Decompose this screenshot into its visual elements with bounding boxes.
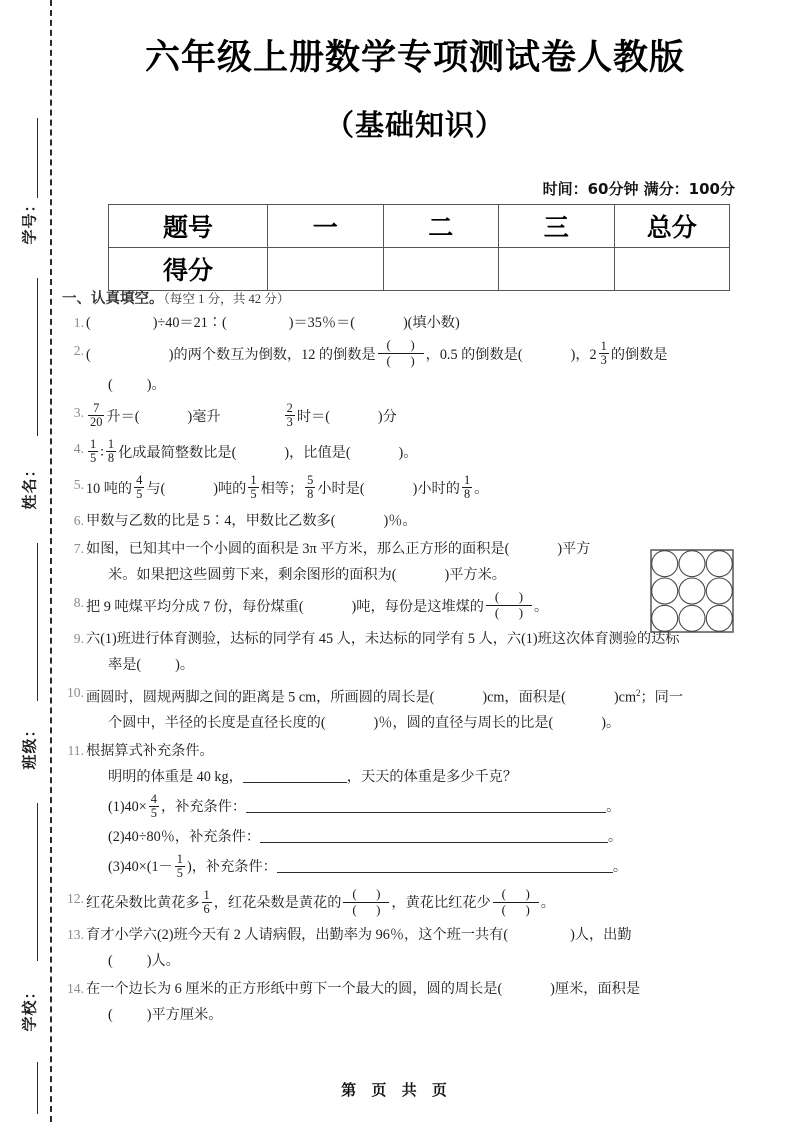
- question-5-number: 5.: [73, 476, 84, 492]
- question-2-number: 2.: [73, 342, 84, 358]
- margin-label-class: 班级：: [20, 721, 39, 770]
- q11-item1-fraction: $\frac{4}{5}$: [150, 792, 157, 821]
- q11-item1-mid: ，补充条件：: [160, 799, 247, 816]
- question-7-number: 7.: [73, 540, 84, 556]
- section-note: （每空 1 分，共 42 分）: [163, 292, 290, 306]
- q5-fraction-2: $\frac{1}{5}$: [250, 473, 257, 502]
- q11-item3-paren-close: ): [186, 859, 192, 876]
- q2-mixed-fraction: $\frac{1}{3}$: [600, 339, 607, 368]
- q11-item3-mid: ，补充条件：: [191, 859, 277, 876]
- q10-superscript: 2: [635, 687, 641, 698]
- q6-part2: )％。: [383, 512, 417, 529]
- q2-part5: 的倒数是: [610, 346, 668, 363]
- q2-part2: )的两个数互为倒数，12 的倒数是: [168, 346, 376, 363]
- q11-heading: 根据算式补充条件。: [86, 743, 214, 760]
- table-row-header: [109, 205, 730, 248]
- q3-fraction-1: $\frac{7}{20}$: [90, 401, 103, 430]
- q5-part5: 小时是(: [317, 480, 365, 497]
- q11-item3-label: (3)40×: [108, 859, 147, 876]
- q11-item3-fraction: $\frac{1}{5}$: [176, 852, 183, 881]
- q5-part6: )小时的: [412, 480, 460, 497]
- q10-line1b: )cm，面积是(: [482, 689, 566, 706]
- q14-line2b: )平方厘米。: [146, 1007, 223, 1024]
- q12-bracket-fraction-2: ( ) ( ): [493, 887, 539, 917]
- score-cell-2[interactable]: [383, 248, 499, 291]
- seal-rule-3: [37, 543, 38, 701]
- section-heading: [62, 292, 772, 307]
- q11-item3-paren-open: (1－: [146, 859, 173, 876]
- q4-fraction-2: $\frac{1}{8}$: [107, 437, 115, 466]
- question-1-number: 1.: [73, 314, 84, 330]
- q13-line2b: )人。: [146, 953, 180, 970]
- q13-line1: 育才小学六(2)班今天有 2 人请病假，出勤率为 96％，这个班一共有(: [86, 927, 509, 944]
- q3-part4: )分: [377, 408, 397, 425]
- question-1: [62, 310, 772, 336]
- page-title: 六年级上册数学专项测试卷人教版: [144, 38, 685, 78]
- q12-part3: ，黄花比红花少: [391, 895, 491, 912]
- q13-line1b: )人，出勤: [570, 927, 632, 944]
- question-6-number: 6.: [73, 512, 84, 528]
- q8-part2: )吨，每份是这堆煤的: [351, 598, 484, 615]
- q3-part1: 升＝(: [106, 408, 140, 425]
- q2-part7: )。: [146, 376, 166, 393]
- question-13: [62, 922, 772, 974]
- q5-part4: 相等；: [260, 480, 304, 497]
- question-14: [62, 976, 772, 1028]
- q5-part2: 与(: [146, 480, 166, 497]
- q13-line2a: (: [108, 953, 113, 970]
- score-cell-total[interactable]: [614, 248, 730, 291]
- question-list: [62, 292, 772, 1030]
- q2-part6: (: [108, 376, 113, 393]
- margin-label-student-id: 学号：: [20, 196, 39, 245]
- q7-line2b: )平方米。: [444, 566, 506, 583]
- q10-line1c: )cm: [613, 689, 636, 706]
- q14-line1: 在一个边长为 6 厘米的正方形纸中剪下一个最大的圆，圆的周长是(: [86, 981, 503, 998]
- question-8-number: 8.: [73, 594, 84, 610]
- q2-bracket-fraction: ( ) ( ): [378, 338, 424, 368]
- question-13-number: 13.: [67, 927, 84, 943]
- question-12-number: 12.: [67, 891, 84, 907]
- q1-part2: )÷40＝21∶(: [152, 314, 227, 331]
- q9-line2a: 率是(: [108, 656, 142, 673]
- question-2: [62, 338, 772, 398]
- q5-fraction-4: $\frac{1}{8}$: [463, 473, 471, 502]
- margin-label-name: 姓名：: [20, 461, 39, 510]
- q9-line1: 六(1)班进行体育测验，达标的同学有 45 人，未达标的同学有 5 人，六(1)班这次体育测验的达标: [86, 630, 680, 647]
- question-6: [62, 508, 772, 534]
- left-margin: [0, 0, 60, 1122]
- q8-part3: 。: [533, 598, 549, 615]
- score-table-label-question-no: 题号: [109, 205, 268, 248]
- q9-line2b: )。: [175, 656, 195, 673]
- q10-line2b: )％，圆的直径与周长的比是(: [373, 715, 554, 732]
- q11-item1-end: 。: [606, 799, 621, 816]
- q7-line2a: 米。如果把这些圆剪下来，剩余图形的面积为(: [108, 566, 397, 583]
- section-title: 一、认真填空。: [62, 291, 164, 307]
- q11-stem-a: 明明的体重是 40 kg，: [108, 769, 243, 786]
- question-10: [62, 680, 772, 737]
- question-9: [62, 626, 772, 678]
- question-10-number: 10.: [67, 684, 84, 700]
- q12-part1: 红花朵数比黄花多: [86, 895, 200, 912]
- question-11-number: 11.: [67, 743, 84, 759]
- q12-bracket-fraction-1: ( ) ( ): [343, 887, 389, 917]
- question-12: [62, 886, 772, 920]
- score-table-label-score: 得分: [109, 248, 268, 291]
- q8-part1: 把 9 吨煤平均分成 7 份，每份煤重(: [86, 598, 304, 615]
- page-footer: 第 页 共 页: [341, 1081, 452, 1099]
- q1-part3: )＝35％＝(: [288, 314, 355, 331]
- score-table-col-1: 一: [268, 205, 384, 248]
- q4-ratio-sign: ∶: [100, 444, 104, 461]
- q12-part2: ，红花朵数是黄花的: [213, 895, 342, 912]
- q4-part2: 化成最简整数比是(: [118, 444, 237, 461]
- q10-line1d: ；同一: [640, 689, 684, 706]
- q7-line1a: 如图，已知其中一个小圆的面积是 3π 平方米，那么正方形的面积是(: [86, 540, 510, 557]
- q11-item2-label: (2)40÷80％，补充条件：: [108, 829, 261, 846]
- q4-part4: )。: [398, 444, 418, 461]
- margin-label-school: 学校：: [20, 983, 39, 1032]
- q5-part7: 。: [474, 480, 489, 497]
- q2-part3: ，0.5 的倒数是(: [425, 346, 523, 363]
- q10-line2c: )。: [601, 715, 621, 732]
- dashed-cut-line: [50, 0, 52, 1122]
- q11-stem-b: ，天天的体重是多少千克？: [346, 769, 518, 786]
- q7-line1b: )平方: [557, 540, 591, 557]
- question-4-number: 4.: [73, 440, 84, 456]
- q10-line1a: 画圆时，圆规两脚之间的距离是 5 cm，所画圆的周长是(: [86, 689, 435, 706]
- score-table-col-2: 二: [383, 205, 499, 248]
- score-table-col-total: 总分: [614, 205, 730, 248]
- q4-fraction-1: $\frac{1}{5}$: [90, 437, 97, 466]
- page-subtitle: （基础知识）: [324, 108, 505, 142]
- question-9-number: 9.: [73, 630, 84, 646]
- q5-part3: )吨的: [213, 480, 247, 497]
- question-3-number: 3.: [73, 404, 84, 420]
- q12-fraction-1: $\frac{1}{6}$: [203, 888, 210, 917]
- q3-part2: )毫升: [187, 408, 221, 425]
- q4-part3: )，比值是(: [284, 444, 351, 461]
- q14-line2a: (: [108, 1007, 113, 1024]
- q6-part1: 甲数与乙数的比是 5∶4，甲数比乙数多(: [86, 512, 336, 529]
- q3-part3: 时＝(: [296, 408, 330, 425]
- question-14-number: 14.: [67, 981, 84, 997]
- q11-item1-label: (1)40×: [108, 799, 147, 816]
- q11-item3-end: 。: [612, 859, 628, 876]
- q1-part4: )(填小数): [402, 314, 460, 331]
- score-cell-1[interactable]: [268, 248, 384, 291]
- q14-line1b: )厘米，面积是: [550, 981, 641, 998]
- nine-circles-figure: [650, 549, 734, 633]
- nine-circles-svg: [650, 549, 734, 633]
- q5-fraction-3: $\frac{5}{8}$: [307, 473, 314, 502]
- q2-part1: (: [86, 346, 91, 363]
- q11-item2-end: 。: [608, 829, 623, 846]
- q11-item2-blank[interactable]: [260, 827, 608, 843]
- table-row-score: [109, 248, 730, 291]
- q3-fraction-2: $\frac{2}{3}$: [286, 401, 293, 430]
- question-3: [62, 400, 772, 434]
- seal-rule-1: [37, 118, 38, 198]
- question-11: [62, 738, 772, 884]
- score-cell-3[interactable]: [499, 248, 615, 291]
- question-5: [62, 472, 772, 506]
- score-table: [108, 204, 730, 291]
- exam-meta: 时间：60分钟 满分：100分: [542, 180, 735, 198]
- q11-stem-blank[interactable]: [243, 767, 347, 783]
- q11-item1-blank[interactable]: [246, 797, 606, 813]
- q11-item3-blank[interactable]: [277, 857, 613, 873]
- q1-part1: (: [86, 314, 91, 331]
- seal-rule-2: [37, 278, 38, 436]
- q2-part4: )，2: [570, 346, 597, 363]
- question-4: [62, 436, 772, 470]
- q5-fraction-1: $\frac{4}{5}$: [136, 473, 143, 502]
- q12-part4: 。: [540, 895, 555, 912]
- q8-bracket-fraction: ( ) ( ): [486, 590, 532, 620]
- seal-rule-4: [37, 803, 38, 961]
- score-table-col-3: 三: [499, 205, 615, 248]
- q5-part1: 10 吨的: [86, 480, 133, 497]
- q10-line2a: 个圆中，半径的长度是直径长度的(: [108, 715, 326, 732]
